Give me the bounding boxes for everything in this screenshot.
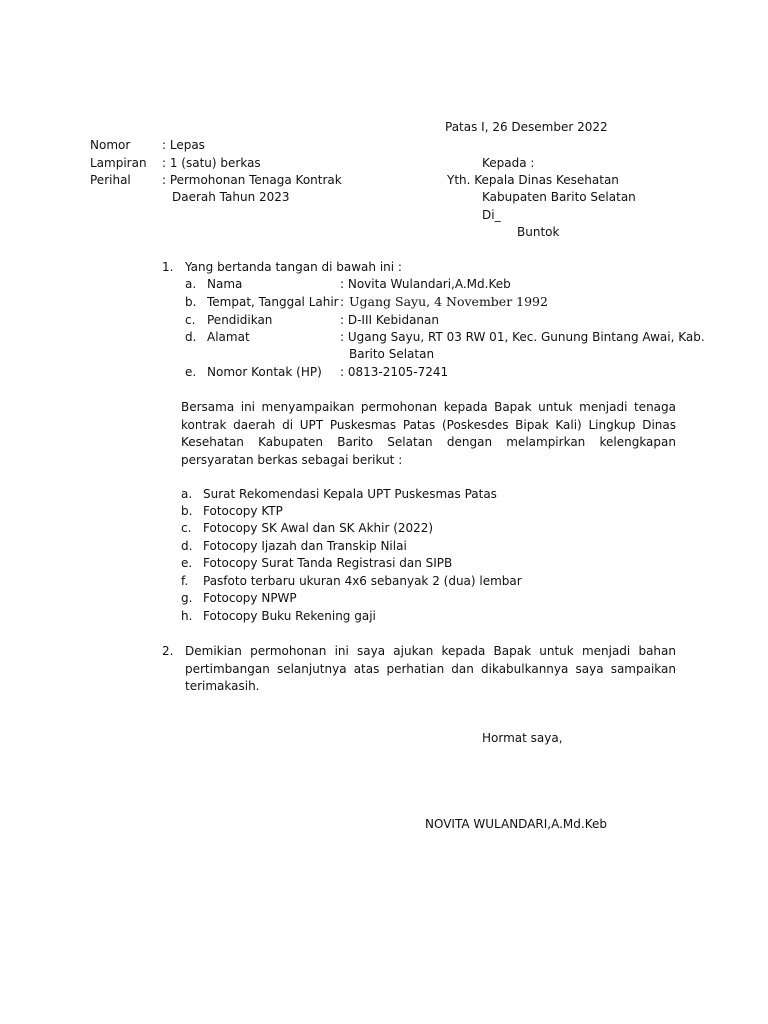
field-label-ttl: Tempat, Tanggal Lahir: [207, 295, 339, 309]
recipient-city: Buntok: [517, 225, 560, 239]
attachment-item: Fotocopy KTP: [203, 504, 283, 518]
field-letter: d.: [185, 330, 197, 344]
meta-value-perihal-cont: Daerah Tahun 2023: [172, 190, 290, 204]
field-letter: b.: [185, 295, 197, 309]
attachment-letter: g.: [181, 591, 193, 605]
section1-number: 1.: [162, 260, 174, 274]
recipient-line1: Yth. Kepala Dinas Kesehatan: [447, 173, 619, 187]
section1-intro: Yang bertanda tangan di bawah ini :: [185, 260, 402, 274]
attachment-letter: h.: [181, 609, 193, 623]
meta-label-nomor: Nomor: [90, 138, 131, 152]
field-value-alamat: : Ugang Sayu, RT 03 RW 01, Kec. Gunung Bintang Awai, Kab.: [340, 330, 705, 344]
field-value-pendidikan: : D-III Kebidanan: [340, 313, 439, 327]
field-letter: a.: [185, 277, 197, 291]
meta-value-perihal: : Permohonan Tenaga Kontrak: [162, 173, 342, 187]
attachment-letter: c.: [181, 521, 192, 535]
field-letter: e.: [185, 365, 197, 379]
meta-label-lampiran: Lampiran: [90, 156, 147, 170]
attachment-letter: a.: [181, 487, 193, 501]
field-label-kontak: Nomor Kontak (HP): [207, 365, 322, 379]
attachment-item: Fotocopy Buku Rekening gaji: [203, 609, 376, 623]
attachment-item: Pasfoto terbaru ukuran 4x6 sebanyak 2 (dua) lembar: [203, 574, 522, 588]
recipient-di: Di_: [482, 208, 501, 222]
attachment-letter: d.: [181, 539, 193, 553]
field-label-alamat: Alamat: [207, 330, 250, 344]
closing-greeting: Hormat saya,: [482, 731, 563, 745]
request-paragraph: Bersama ini menyampaikan permohonan kepada Bapak untuk menjadi tenaga kontrak daerah di UPT Puskesmas Patas (Poskesdes Bipak Kali) Lingkup Dinas Kesehatan Kabupaten Barito Selatan dengan melampirkan kelengkapan persyaratan berkas sebagai berikut :: [181, 400, 676, 467]
field-value-nama: : Novita Wulandari,A.Md.Keb: [340, 277, 511, 291]
field-value-kontak: : 0813-2105-7241: [340, 365, 449, 379]
attachment-item: Fotocopy Surat Tanda Registrasi dan SIPB: [203, 556, 453, 570]
attachment-letter: f.: [181, 574, 189, 588]
section2-number: 2.: [162, 644, 174, 658]
recipient-kepada: Kepada :: [482, 156, 535, 170]
field-value-ttl: Ugang Sayu, 4 November 1992: [349, 294, 548, 309]
meta-label-perihal: Perihal: [90, 173, 131, 187]
field-label-pendidikan: Pendidikan: [207, 313, 273, 327]
meta-value-lampiran: : 1 (satu) berkas: [162, 156, 261, 170]
attachment-item: Surat Rekomendasi Kepala UPT Puskesmas Patas: [203, 487, 497, 501]
field-letter: c.: [185, 313, 196, 327]
meta-value-nomor: : Lepas: [162, 138, 205, 152]
closing-paragraph: Demikian permohonan ini saya ajukan kepada Bapak untuk menjadi bahan pertimbangan selanjutnya atas perhatian dan dikabulkannya saya sampaikan terimakasih.: [185, 644, 676, 693]
field-label-nama: Nama: [207, 277, 243, 291]
attachment-letter: e.: [181, 556, 193, 570]
signatory-name: NOVITA WULANDARI,A.Md.Keb: [425, 817, 607, 831]
field-value-alamat-cont: Barito Selatan: [349, 347, 435, 361]
field-colon-ttl: :: [340, 295, 345, 309]
recipient-line2: Kabupaten Barito Selatan: [482, 190, 636, 204]
attachment-item: Fotocopy Ijazah dan Transkip Nilai: [203, 539, 407, 553]
attachment-item: Fotocopy NPWP: [203, 591, 297, 605]
place-date: Patas I, 26 Desember 2022: [445, 120, 608, 134]
attachment-item: Fotocopy SK Awal dan SK Akhir (2022): [203, 521, 434, 535]
attachment-letter: b.: [181, 504, 193, 518]
